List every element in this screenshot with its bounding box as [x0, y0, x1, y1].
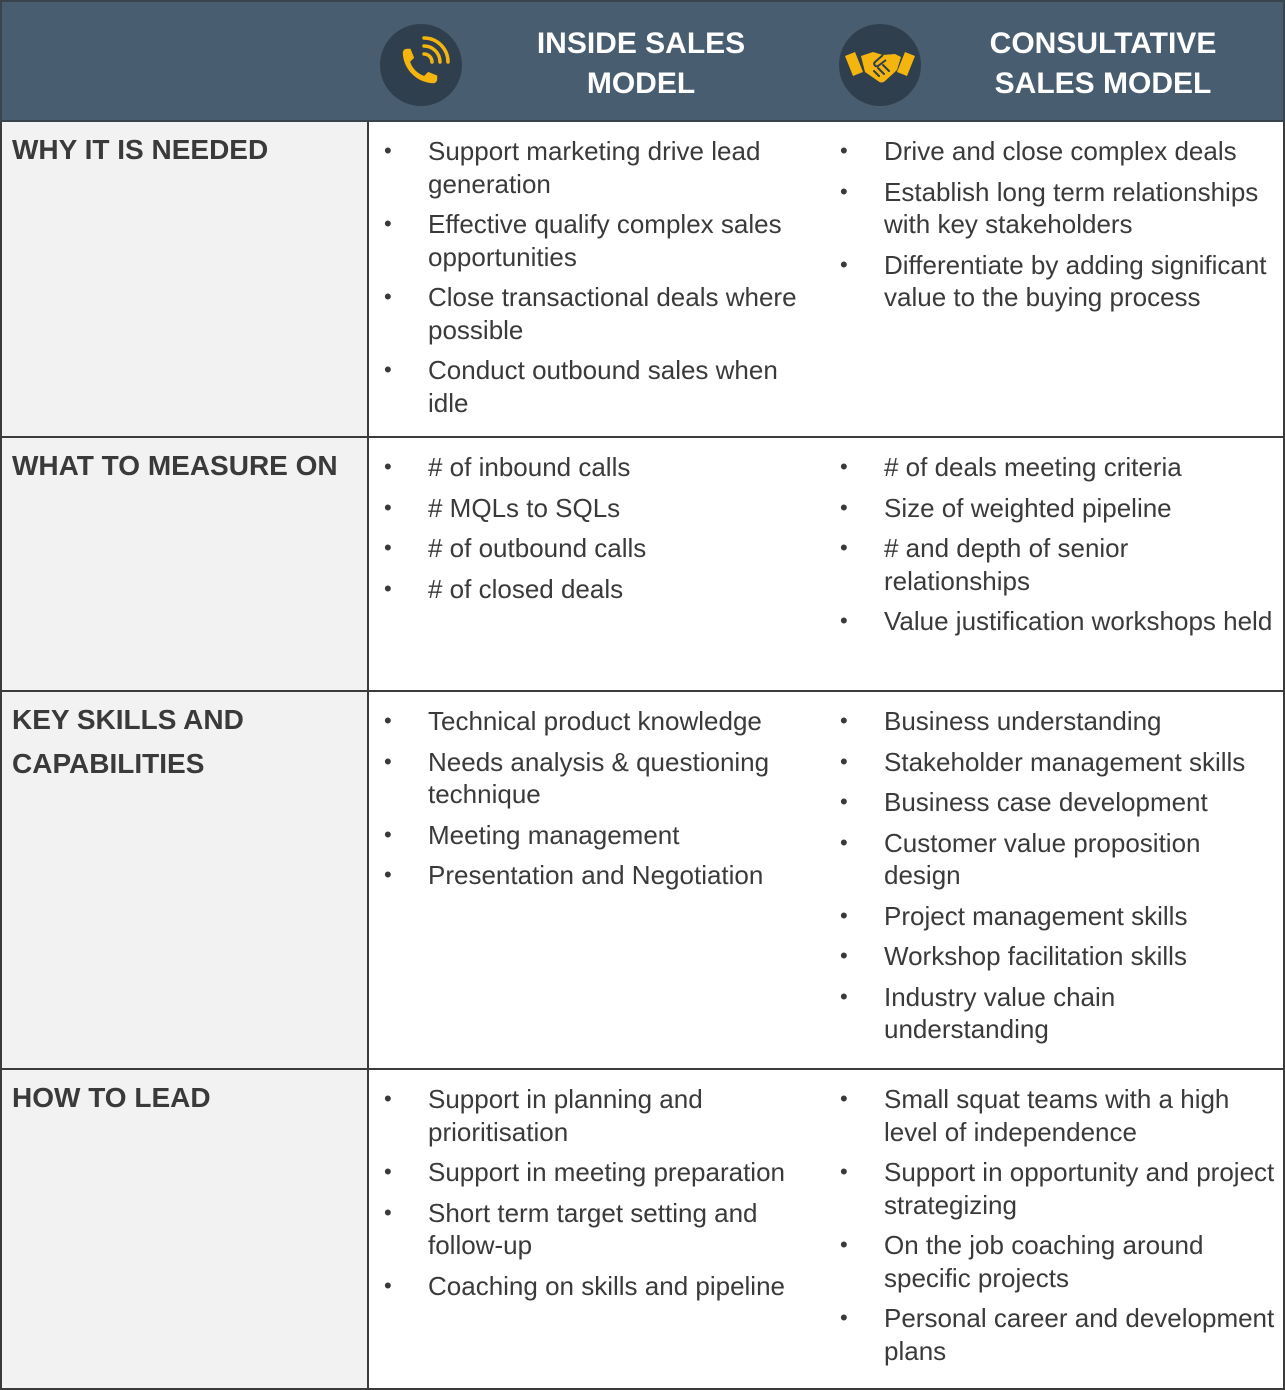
table-row-key-skills	[0, 692, 1285, 1070]
list-item: • # of closed deals	[380, 573, 820, 606]
table-row-what-to-measure	[0, 438, 1285, 692]
row-label: WHY IT IS NEEDED	[12, 134, 269, 165]
consultative-sales-list	[836, 1083, 1276, 1375]
list-item: • Small squat teams with a high level of independence	[836, 1083, 1276, 1148]
list-item: • Industry value chain understanding	[836, 981, 1276, 1046]
row-label: KEY SKILLS AND CAPABILITIES	[12, 704, 244, 779]
inside-sales-list	[380, 451, 820, 613]
consult-title-line1: CONSULTATIVE	[989, 27, 1217, 60]
list-item: • Workshop facilitation skills	[836, 940, 1276, 973]
row-label-cell	[2, 122, 369, 436]
row-label: WHAT TO MEASURE ON	[12, 450, 338, 481]
list-item: • Needs analysis & questioning technique	[380, 746, 820, 811]
list-item: • Presentation and Negotiation	[380, 859, 820, 892]
list-item: • # of outbound calls	[380, 532, 820, 565]
list-item: • Customer value proposition design	[836, 827, 1276, 892]
list-item: • Business understanding	[836, 705, 1276, 738]
handshake-icon	[839, 24, 921, 106]
consultative-sales-title	[921, 24, 1285, 104]
list-item: • Meeting management	[380, 819, 820, 852]
inside-title-line1: INSIDE SALES	[536, 27, 746, 60]
list-item: • Support marketing drive lead generation	[380, 135, 820, 200]
list-item: • Close transactional deals where possible	[380, 281, 820, 346]
list-item: • Technical product knowledge	[380, 705, 820, 738]
list-item: • On the job coaching around specific projects	[836, 1229, 1276, 1294]
list-item: • Short term target setting and follow-up	[380, 1197, 820, 1262]
list-item: • Support in opportunity and project strategizing	[836, 1156, 1276, 1221]
list-item: • Establish long term relationships with key stakeholders	[836, 176, 1276, 241]
row-label: HOW TO LEAD	[12, 1082, 211, 1113]
list-item: • Business case development	[836, 786, 1276, 819]
list-item: • Size of weighted pipeline	[836, 492, 1276, 525]
row-label-cell	[2, 438, 369, 690]
list-item: • # of inbound calls	[380, 451, 820, 484]
row-label-cell	[2, 1070, 369, 1388]
table-header	[0, 0, 1285, 122]
list-item: • Effective qualify complex sales opportunities	[380, 208, 820, 273]
list-item: • Conduct outbound sales when idle	[380, 354, 820, 419]
consultative-sales-header	[839, 2, 1285, 124]
consultative-sales-list	[836, 705, 1276, 1054]
list-item: • # of deals meeting criteria	[836, 451, 1276, 484]
table-row-why-needed	[0, 122, 1285, 438]
list-item: • Support in planning and prioritisation	[380, 1083, 820, 1148]
consultative-sales-list	[836, 451, 1276, 646]
table-row-how-to-lead	[0, 1070, 1285, 1390]
inside-sales-list	[380, 135, 820, 427]
row-label-cell	[2, 692, 369, 1068]
list-item: • Coaching on skills and pipeline	[380, 1270, 820, 1303]
list-item: • Support in meeting preparation	[380, 1156, 820, 1189]
list-item: • Stakeholder management skills	[836, 746, 1276, 779]
inside-sales-list	[380, 705, 820, 900]
consultative-sales-list	[836, 135, 1276, 322]
list-item: • # MQLs to SQLs	[380, 492, 820, 525]
list-item: • Value justification workshops held	[836, 605, 1276, 638]
list-item: • # and depth of senior relationships	[836, 532, 1276, 597]
consult-title-line2: SALES MODEL	[994, 67, 1212, 100]
inside-sales-list	[380, 1083, 820, 1310]
phone-icon	[380, 24, 462, 106]
list-item: • Differentiate by adding significant value to the buying process	[836, 249, 1276, 314]
list-item: • Project management skills	[836, 900, 1276, 933]
inside-title-line2: MODEL	[586, 67, 696, 100]
inside-sales-title	[462, 24, 820, 104]
inside-sales-header	[380, 2, 820, 124]
list-item: • Personal career and development plans	[836, 1302, 1276, 1367]
list-item: • Drive and close complex deals	[836, 135, 1276, 168]
